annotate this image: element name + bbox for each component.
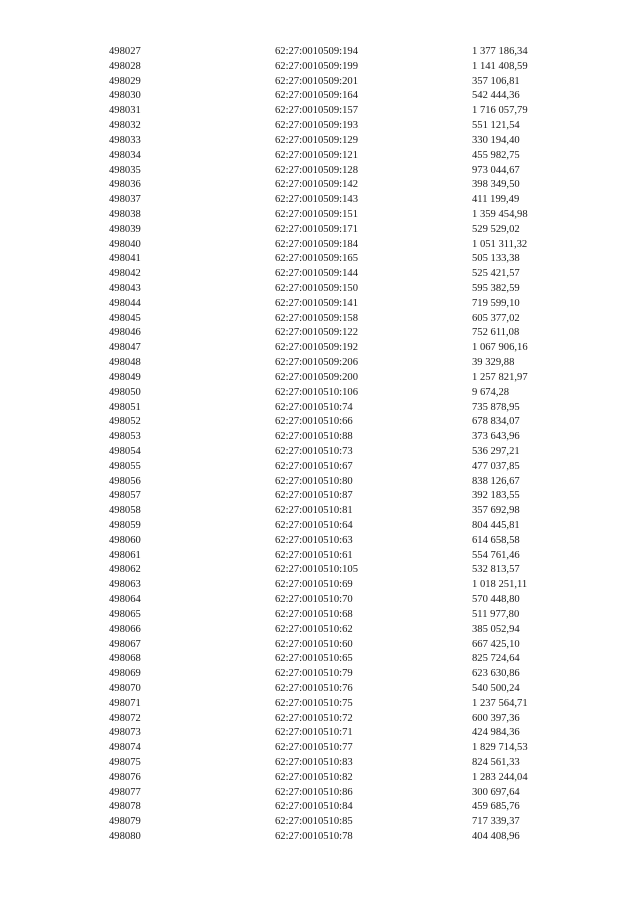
row-id-cell: 498063	[109, 579, 141, 591]
row-id-cell: 498069	[109, 668, 141, 680]
table-row	[109, 726, 569, 741]
row-id-cell: 498051	[109, 401, 141, 413]
row-id-cell: 498080	[109, 831, 141, 843]
cadastral-number-cell: 62:27:0010510:81	[275, 505, 353, 517]
row-id-cell: 498053	[109, 431, 141, 443]
cadastral-value-cell: 735 878,95	[472, 401, 520, 413]
row-id-cell: 498043	[109, 283, 141, 294]
table-row	[109, 638, 569, 653]
row-id-cell: 498030	[109, 90, 141, 102]
cadastral-number-cell: 62:27:0010509:121	[275, 149, 358, 161]
cadastral-number-cell: 62:27:0010509:206	[275, 357, 358, 369]
row-id-cell: 498028	[109, 60, 141, 72]
cadastral-value-cell: 536 297,21	[472, 445, 520, 457]
cadastral-value-cell: 717 339,37	[472, 816, 520, 828]
table-row	[109, 386, 569, 401]
cadastral-value-cell: 330 194,40	[472, 134, 520, 146]
cadastral-value-cell: 973 044,67	[472, 164, 520, 176]
row-id-cell: 498055	[109, 460, 141, 472]
cadastral-value-cell: 411 199,49	[472, 194, 520, 206]
row-id-cell: 498042	[109, 268, 141, 280]
cadastral-value-cell: 398 349,50	[472, 179, 520, 191]
cadastral-value-cell: 477 037,85	[472, 460, 520, 472]
row-id-cell: 498035	[109, 164, 141, 176]
cadastral-number-cell: 62:27:0010510:64	[275, 520, 353, 531]
cadastral-number-cell: 62:27:0010510:70	[275, 594, 353, 606]
table-row	[109, 534, 569, 549]
cadastral-value-cell: 614 658,58	[472, 534, 520, 546]
table-body	[109, 45, 569, 845]
cadastral-value-cell: 595 382,59	[472, 283, 520, 294]
cadastral-value-cell: 505 133,38	[472, 253, 520, 265]
table-row	[109, 652, 569, 667]
table-row	[109, 504, 569, 519]
cadastral-number-cell: 62:27:0010510:61	[275, 549, 353, 561]
cadastral-value-cell: 300 697,64	[472, 786, 520, 798]
cadastral-number-cell: 62:27:0010510:71	[275, 727, 353, 739]
cadastral-value-cell: 373 643,96	[472, 431, 520, 443]
cadastral-number-cell: 62:27:0010509:164	[275, 90, 358, 102]
row-id-cell: 498031	[109, 105, 141, 117]
cadastral-number-cell: 62:27:0010510:77	[275, 742, 353, 754]
cadastral-number-cell: 62:27:0010510:76	[275, 682, 353, 694]
cadastral-value-cell: 529 529,02	[472, 223, 520, 235]
table-row	[109, 297, 569, 312]
cadastral-number-cell: 62:27:0010509:184	[275, 238, 358, 250]
cadastral-number-cell: 62:27:0010509:143	[275, 194, 358, 206]
row-id-cell: 498061	[109, 549, 141, 561]
row-id-cell: 498045	[109, 312, 141, 324]
table-row	[109, 134, 569, 149]
cadastral-value-table	[109, 45, 569, 845]
table-row	[109, 89, 569, 104]
cadastral-value-cell: 1 829 714,53	[472, 742, 528, 754]
row-id-cell: 498058	[109, 505, 141, 517]
row-id-cell: 498062	[109, 564, 141, 576]
table-row	[109, 667, 569, 682]
cadastral-value-cell: 825 724,64	[472, 653, 520, 665]
row-id-cell: 498054	[109, 445, 141, 457]
cadastral-value-cell: 1 051 311,32	[472, 238, 528, 250]
cadastral-number-cell: 62:27:0010510:87	[275, 490, 353, 502]
table-row	[109, 815, 569, 830]
cadastral-number-cell: 62:27:0010510:78	[275, 831, 353, 843]
cadastral-number-cell: 62:27:0010510:60	[275, 638, 353, 650]
row-id-cell: 498079	[109, 816, 141, 828]
table-row	[109, 830, 569, 845]
row-id-cell: 498059	[109, 520, 141, 531]
cadastral-number-cell: 62:27:0010510:106	[275, 386, 358, 398]
row-id-cell: 498044	[109, 297, 141, 309]
table-row	[109, 430, 569, 445]
table-row	[109, 208, 569, 223]
cadastral-number-cell: 62:27:0010510:72	[275, 712, 353, 724]
cadastral-number-cell: 62:27:0010510:63	[275, 534, 353, 546]
cadastral-value-cell: 404 408,96	[472, 831, 520, 843]
cadastral-number-cell: 62:27:0010510:66	[275, 416, 353, 428]
table-row	[109, 475, 569, 490]
cadastral-number-cell: 62:27:0010509:200	[275, 371, 358, 383]
row-id-cell: 498067	[109, 638, 141, 650]
row-id-cell: 498036	[109, 179, 141, 191]
cadastral-value-cell: 570 448,80	[472, 594, 520, 606]
cadastral-number-cell: 62:27:0010510:79	[275, 668, 353, 680]
cadastral-number-cell: 62:27:0010509:158	[275, 312, 358, 324]
cadastral-value-cell: 667 425,10	[472, 638, 520, 650]
cadastral-number-cell: 62:27:0010509:150	[275, 283, 358, 294]
table-row	[109, 623, 569, 638]
table-row	[109, 223, 569, 238]
table-row	[109, 371, 569, 386]
cadastral-number-cell: 62:27:0010509:142	[275, 179, 358, 191]
cadastral-number-cell: 62:27:0010510:82	[275, 771, 353, 783]
table-row	[109, 326, 569, 341]
row-id-cell: 498056	[109, 475, 141, 487]
table-row	[109, 312, 569, 327]
table-row	[109, 60, 569, 75]
cadastral-value-cell: 1 377 186,34	[472, 46, 528, 57]
cadastral-value-cell: 824 561,33	[472, 757, 520, 768]
row-id-cell: 498075	[109, 757, 141, 768]
row-id-cell: 498066	[109, 623, 141, 635]
cadastral-number-cell: 62:27:0010509:157	[275, 105, 358, 117]
cadastral-number-cell: 62:27:0010509:128	[275, 164, 358, 176]
cadastral-value-cell: 9 674,28	[472, 386, 510, 398]
cadastral-number-cell: 62:27:0010509:192	[275, 342, 358, 354]
row-id-cell: 498040	[109, 238, 141, 250]
cadastral-value-cell: 1 257 821,97	[472, 371, 528, 383]
cadastral-number-cell: 62:27:0010510:85	[275, 816, 353, 828]
row-id-cell: 498057	[109, 490, 141, 502]
cadastral-value-cell: 600 397,36	[472, 712, 520, 724]
table-row	[109, 164, 569, 179]
cadastral-number-cell: 62:27:0010510:84	[275, 801, 353, 813]
row-id-cell: 498065	[109, 608, 141, 620]
cadastral-value-cell: 525 421,57	[472, 268, 520, 280]
row-id-cell: 498078	[109, 801, 141, 813]
row-id-cell: 498027	[109, 46, 141, 57]
cadastral-value-cell: 39 329,88	[472, 357, 515, 369]
row-id-cell: 498048	[109, 357, 141, 369]
cadastral-number-cell: 62:27:0010509:193	[275, 120, 358, 132]
row-id-cell: 498068	[109, 653, 141, 665]
cadastral-value-cell: 385 052,94	[472, 623, 520, 635]
cadastral-number-cell: 62:27:0010510:75	[275, 697, 353, 709]
row-id-cell: 498050	[109, 386, 141, 398]
row-id-cell: 498070	[109, 682, 141, 694]
table-row	[109, 341, 569, 356]
table-row	[109, 104, 569, 119]
cadastral-value-cell: 678 834,07	[472, 416, 520, 428]
cadastral-value-cell: 424 984,36	[472, 727, 520, 739]
table-row	[109, 771, 569, 786]
cadastral-number-cell: 62:27:0010510:80	[275, 475, 353, 487]
row-id-cell: 498032	[109, 120, 141, 132]
row-id-cell: 498037	[109, 194, 141, 206]
cadastral-number-cell: 62:27:0010510:105	[275, 564, 358, 576]
cadastral-value-cell: 357 106,81	[472, 75, 520, 87]
table-row	[109, 252, 569, 267]
cadastral-number-cell: 62:27:0010509:122	[275, 327, 358, 339]
table-row	[109, 178, 569, 193]
cadastral-value-cell: 511 977,80	[472, 608, 520, 620]
table-row	[109, 697, 569, 712]
table-row	[109, 489, 569, 504]
cadastral-value-cell: 804 445,81	[472, 520, 520, 531]
row-id-cell: 498074	[109, 742, 141, 754]
table-row	[109, 563, 569, 578]
table-row	[109, 800, 569, 815]
cadastral-number-cell: 62:27:0010510:62	[275, 623, 353, 635]
cadastral-value-cell: 719 599,10	[472, 297, 520, 309]
cadastral-number-cell: 62:27:0010510:73	[275, 445, 353, 457]
row-id-cell: 498064	[109, 594, 141, 606]
table-row	[109, 578, 569, 593]
cadastral-number-cell: 62:27:0010510:68	[275, 608, 353, 620]
cadastral-number-cell: 62:27:0010509:199	[275, 60, 358, 72]
cadastral-value-cell: 838 126,67	[472, 475, 520, 487]
row-id-cell: 498077	[109, 786, 141, 798]
row-id-cell: 498071	[109, 697, 141, 709]
table-row	[109, 238, 569, 253]
cadastral-value-cell: 605 377,02	[472, 312, 520, 324]
cadastral-number-cell: 62:27:0010509:141	[275, 297, 358, 309]
cadastral-value-cell: 392 183,55	[472, 490, 520, 502]
cadastral-value-cell: 554 761,46	[472, 549, 520, 561]
table-row	[109, 741, 569, 756]
cadastral-value-cell: 542 444,36	[472, 90, 520, 102]
table-row	[109, 401, 569, 416]
cadastral-number-cell: 62:27:0010510:67	[275, 460, 353, 472]
cadastral-value-cell: 540 500,24	[472, 682, 520, 694]
table-row	[109, 415, 569, 430]
cadastral-value-cell: 455 982,75	[472, 149, 520, 161]
row-id-cell: 498049	[109, 371, 141, 383]
table-row	[109, 549, 569, 564]
row-id-cell: 498038	[109, 208, 141, 220]
table-row	[109, 682, 569, 697]
cadastral-value-cell: 551 121,54	[472, 120, 520, 132]
row-id-cell: 498060	[109, 534, 141, 546]
table-row	[109, 445, 569, 460]
cadastral-value-cell: 357 692,98	[472, 505, 520, 517]
row-id-cell: 498072	[109, 712, 141, 724]
row-id-cell: 498073	[109, 727, 141, 739]
cadastral-value-cell: 623 630,86	[472, 668, 520, 680]
cadastral-number-cell: 62:27:0010510:88	[275, 431, 353, 443]
table-row	[109, 608, 569, 623]
cadastral-value-cell: 1 237 564,71	[472, 697, 528, 709]
table-row	[109, 519, 569, 534]
row-id-cell: 498039	[109, 223, 141, 235]
cadastral-number-cell: 62:27:0010510:69	[275, 579, 353, 591]
cadastral-value-cell: 1 283 244,04	[472, 771, 528, 783]
table-row	[109, 356, 569, 371]
table-row	[109, 45, 569, 60]
cadastral-number-cell: 62:27:0010509:144	[275, 268, 358, 280]
row-id-cell: 498029	[109, 75, 141, 87]
table-row	[109, 756, 569, 771]
table-row	[109, 75, 569, 90]
cadastral-value-cell: 752 611,08	[472, 327, 520, 339]
cadastral-number-cell: 62:27:0010509:171	[275, 223, 358, 235]
cadastral-value-cell: 1 359 454,98	[472, 208, 528, 220]
row-id-cell: 498047	[109, 342, 141, 354]
cadastral-number-cell: 62:27:0010509:129	[275, 134, 358, 146]
cadastral-number-cell: 62:27:0010510:74	[275, 401, 353, 413]
cadastral-value-cell: 1 716 057,79	[472, 105, 528, 117]
cadastral-number-cell: 62:27:0010509:165	[275, 253, 358, 265]
cadastral-value-cell: 1 067 906,16	[472, 342, 528, 354]
row-id-cell: 498076	[109, 771, 141, 783]
table-row	[109, 712, 569, 727]
cadastral-number-cell: 62:27:0010509:151	[275, 208, 358, 220]
table-row	[109, 193, 569, 208]
cadastral-value-cell: 1 141 408,59	[472, 60, 528, 72]
table-row	[109, 282, 569, 297]
row-id-cell: 498041	[109, 253, 141, 265]
cadastral-number-cell: 62:27:0010509:194	[275, 46, 358, 57]
cadastral-number-cell: 62:27:0010510:83	[275, 757, 353, 768]
table-row	[109, 267, 569, 282]
row-id-cell: 498052	[109, 416, 141, 428]
table-row	[109, 119, 569, 134]
table-row	[109, 593, 569, 608]
row-id-cell: 498034	[109, 149, 141, 161]
cadastral-number-cell: 62:27:0010509:201	[275, 75, 358, 87]
cadastral-value-cell: 459 685,76	[472, 801, 520, 813]
table-row	[109, 460, 569, 475]
cadastral-value-cell: 1 018 251,11	[472, 579, 528, 591]
cadastral-value-cell: 532 813,57	[472, 564, 520, 576]
cadastral-number-cell: 62:27:0010510:65	[275, 653, 353, 665]
table-row	[109, 786, 569, 801]
row-id-cell: 498033	[109, 134, 141, 146]
table-row	[109, 149, 569, 164]
row-id-cell: 498046	[109, 327, 141, 339]
cadastral-number-cell: 62:27:0010510:86	[275, 786, 353, 798]
